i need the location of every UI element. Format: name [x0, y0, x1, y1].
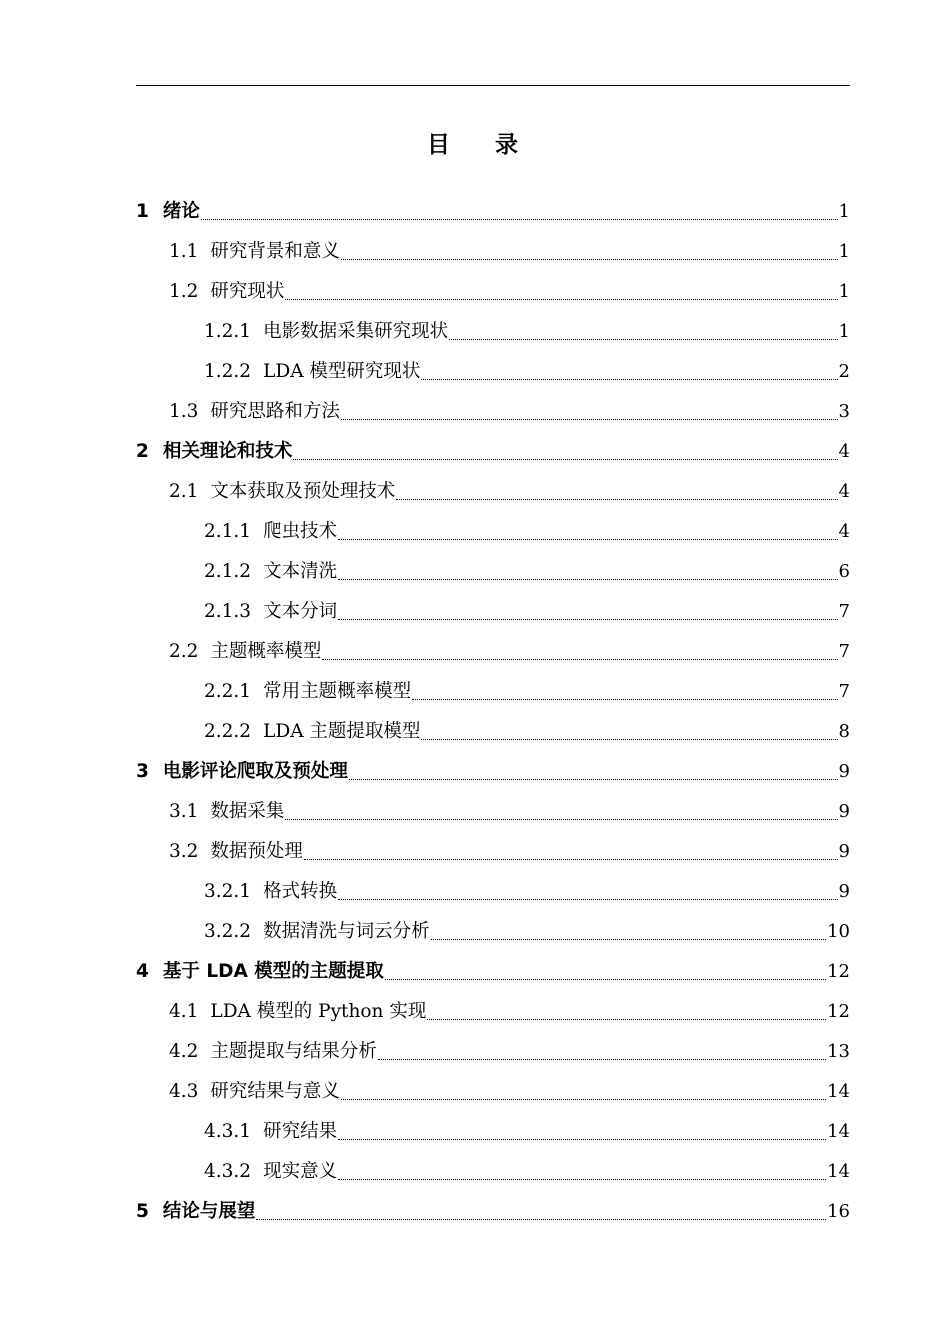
toc-entry-title: 文本清洗 [263, 561, 338, 582]
toc-entry-number: 4.3.2 [204, 1161, 252, 1182]
toc-entry[interactable] [136, 432, 850, 472]
toc-dot-leader [449, 338, 837, 340]
toc-dot-leader [338, 578, 837, 580]
toc-page-number: 9 [838, 841, 850, 862]
toc-entry-title: 主题提取与结果分析 [210, 1041, 377, 1062]
toc-dot-leader [338, 1178, 826, 1180]
toc-entry[interactable] [136, 312, 850, 352]
toc-page-number: 6 [838, 561, 850, 582]
toc-entry-title: 文本获取及预处理技术 [210, 481, 396, 502]
toc-entry[interactable] [136, 392, 850, 432]
toc-dot-leader [338, 1138, 826, 1140]
toc-dot-leader [349, 778, 838, 780]
toc-dot-leader [293, 458, 837, 460]
toc-entry-title: 研究现状 [210, 281, 285, 302]
toc-page-number: 2 [838, 361, 850, 382]
toc-dot-leader [385, 978, 826, 980]
toc-page-number: 1 [838, 281, 850, 302]
toc-page-number: 7 [838, 641, 850, 662]
toc-dot-leader [396, 498, 837, 500]
toc-entry-title: 爬虫技术 [263, 521, 338, 542]
toc-entry[interactable] [136, 1032, 850, 1072]
toc-page-number: 12 [827, 961, 850, 982]
toc-dot-leader [338, 538, 837, 540]
toc-page-number: 9 [838, 801, 850, 822]
toc-entry-title: 数据预处理 [210, 841, 303, 862]
toc-entry-title: 结论与展望 [162, 1201, 256, 1222]
toc-page-number: 9 [838, 761, 850, 782]
toc-entry-title: 研究结果与意义 [210, 1081, 340, 1102]
toc-entry[interactable] [136, 512, 850, 552]
toc-entry[interactable] [136, 472, 850, 512]
toc-entry-number: 3.2 [169, 841, 199, 862]
toc-entry[interactable] [136, 792, 850, 832]
toc-dot-leader [341, 1098, 826, 1100]
toc-entry-number: 3 [136, 761, 149, 782]
toc-page-number: 16 [827, 1201, 850, 1222]
toc-page-number: 14 [827, 1161, 850, 1182]
toc-entry[interactable] [136, 192, 850, 232]
toc-dot-leader [285, 298, 837, 300]
toc-entry-number: 1.1 [169, 241, 199, 262]
toc-entry[interactable] [136, 1152, 850, 1192]
toc-page-number: 12 [827, 1001, 850, 1022]
toc-entry-title: 常用主题概率模型 [263, 681, 412, 702]
toc-page-number: 14 [827, 1081, 850, 1102]
toc-dot-leader [431, 938, 827, 940]
toc-page-number: 3 [838, 401, 850, 422]
toc-page-number: 4 [838, 521, 850, 542]
toc-entry[interactable] [136, 832, 850, 872]
toc-dot-leader [338, 898, 837, 900]
toc-page-number: 10 [827, 921, 850, 942]
toc-entry[interactable] [136, 752, 850, 792]
toc-entry-number: 4.3 [169, 1081, 199, 1102]
toc-dot-leader [304, 858, 838, 860]
toc-entry-title: 相关理论和技术 [162, 441, 293, 462]
toc-entry-title: LDA 模型研究现状 [263, 361, 421, 382]
toc-entry-number: 2 [136, 441, 149, 462]
toc-entry-title: 研究结果 [263, 1121, 338, 1142]
toc-entry-number: 1.3 [169, 401, 199, 422]
toc-entry-number: 1.2 [169, 281, 199, 302]
toc-entry-number: 4.1 [169, 1001, 199, 1022]
toc-entry[interactable] [136, 352, 850, 392]
toc-dot-leader [421, 738, 837, 740]
page-title: 目录 [427, 132, 563, 158]
toc-page-number: 1 [838, 321, 850, 342]
toc-entry-number: 2.1.1 [204, 521, 252, 542]
toc-page-number: 1 [838, 241, 850, 262]
toc-entry-title: 研究思路和方法 [210, 401, 340, 422]
toc-entry-number: 3.2.1 [204, 881, 252, 902]
toc-entry[interactable] [136, 1192, 850, 1232]
toc-entry[interactable] [136, 872, 850, 912]
toc-entry-title: LDA 主题提取模型 [263, 721, 421, 742]
toc-entry-number: 4.2 [169, 1041, 199, 1062]
toc-entry-number: 2.2.2 [204, 721, 252, 742]
toc-dot-leader [378, 1058, 826, 1060]
toc-dot-leader [421, 378, 837, 380]
toc-entry[interactable] [136, 952, 850, 992]
toc-dot-leader [285, 818, 837, 820]
toc-entry[interactable] [136, 552, 850, 592]
toc-entry-title: 现实意义 [263, 1161, 338, 1182]
toc-entry-number: 4 [136, 961, 149, 982]
toc-page-number: 9 [838, 881, 850, 902]
toc-entry-title: 绪论 [162, 201, 200, 222]
table-of-contents [136, 192, 850, 1232]
toc-entry-title: 数据采集 [210, 801, 285, 822]
toc-entry[interactable] [136, 232, 850, 272]
toc-entry-title: 数据清洗与词云分析 [263, 921, 430, 942]
toc-entry-title: LDA 模型的 Python 实现 [210, 1001, 427, 1022]
toc-entry-title: 主题概率模型 [210, 641, 322, 662]
toc-entry-number: 4.3.1 [204, 1121, 252, 1142]
header-rule [136, 85, 850, 86]
toc-dot-leader [338, 618, 837, 620]
toc-entry[interactable] [136, 672, 850, 712]
toc-page-number: 1 [838, 201, 850, 222]
toc-entry[interactable] [136, 912, 850, 952]
toc-dot-leader [322, 658, 837, 660]
toc-dot-leader [341, 258, 838, 260]
toc-page-number: 14 [827, 1121, 850, 1142]
toc-entry[interactable] [136, 592, 850, 632]
toc-entry-number: 5 [136, 1201, 149, 1222]
toc-page-number: 13 [827, 1041, 850, 1062]
toc-entry-number: 2.1.3 [204, 601, 252, 622]
toc-entry[interactable] [136, 272, 850, 312]
toc-entry-number: 3.1 [169, 801, 199, 822]
toc-page-number: 8 [838, 721, 850, 742]
toc-dot-leader [201, 218, 838, 220]
toc-entry-number: 2.1.2 [204, 561, 252, 582]
toc-entry-title: 电影评论爬取及预处理 [162, 761, 348, 782]
toc-dot-leader [427, 1018, 826, 1020]
toc-entry-title: 基于 LDA 模型的主题提取 [162, 961, 384, 982]
toc-dot-leader [412, 698, 837, 700]
toc-dot-leader [341, 418, 838, 420]
toc-entry-number: 1.2.2 [204, 361, 252, 382]
toc-page-number: 4 [838, 441, 850, 462]
toc-entry[interactable] [136, 1112, 850, 1152]
toc-entry-number: 2.2.1 [204, 681, 252, 702]
toc-entry-title: 研究背景和意义 [210, 241, 340, 262]
toc-entry-number: 1 [136, 201, 149, 222]
toc-entry-title: 格式转换 [263, 881, 338, 902]
toc-entry-number: 1.2.1 [204, 321, 252, 342]
toc-page-number: 7 [838, 681, 850, 702]
toc-page-number: 4 [838, 481, 850, 502]
toc-entry-number: 2.1 [169, 481, 199, 502]
toc-page-number: 7 [838, 601, 850, 622]
toc-entry-title: 电影数据采集研究现状 [263, 321, 449, 342]
toc-entry[interactable] [136, 632, 850, 672]
toc-entry[interactable] [136, 712, 850, 752]
toc-entry-number: 3.2.2 [204, 921, 252, 942]
toc-entry-number: 2.2 [169, 641, 199, 662]
toc-entry[interactable] [136, 992, 850, 1032]
toc-entry[interactable] [136, 1072, 850, 1112]
toc-entry-title: 文本分词 [263, 601, 338, 622]
toc-dot-leader [256, 1218, 826, 1220]
